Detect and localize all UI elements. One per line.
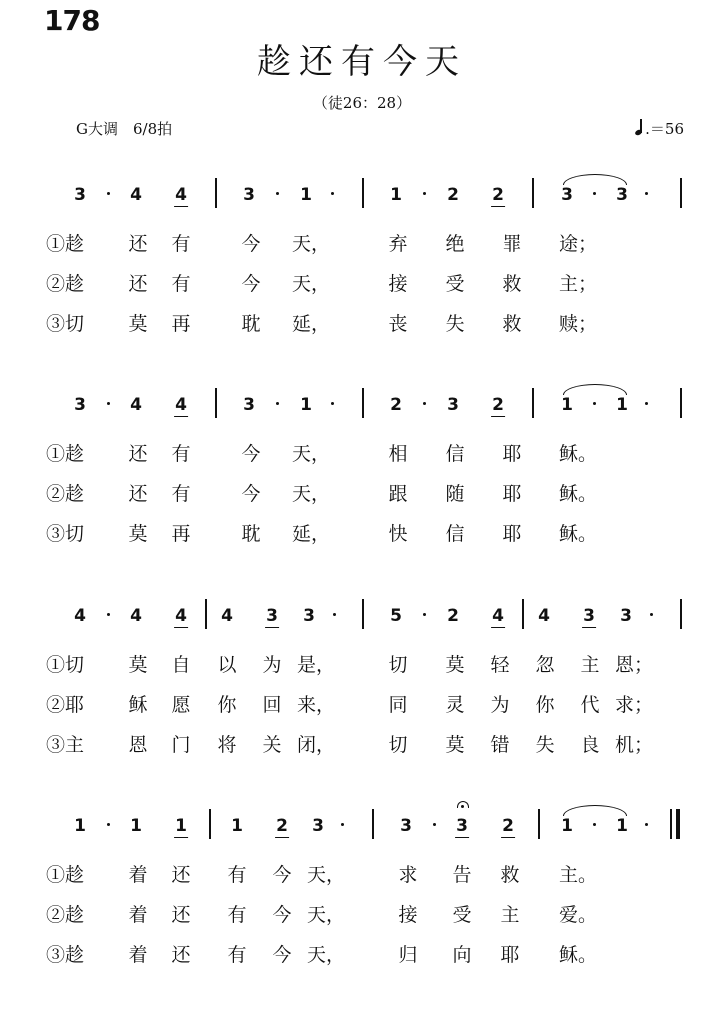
bar-line	[372, 809, 374, 839]
note: 2	[390, 395, 402, 415]
augmentation-dot	[423, 613, 426, 616]
lyric: ③主	[46, 734, 85, 756]
lyric: 耶	[502, 523, 522, 545]
bar-line	[532, 178, 534, 208]
note: 1	[130, 816, 142, 836]
lyric: ②趁	[46, 273, 85, 295]
augmentation-dot	[423, 192, 426, 195]
lyric: 天，	[291, 483, 331, 505]
note: 3	[303, 606, 315, 626]
note: 3	[74, 395, 86, 415]
lyric: 耶	[500, 944, 520, 966]
augmentation-dot	[645, 402, 648, 405]
lyric: ①趁	[46, 864, 85, 886]
lyric: ①趁	[46, 233, 85, 255]
lyric: 今	[241, 483, 261, 505]
note: 4	[130, 606, 142, 626]
lyric: 有	[227, 904, 247, 926]
note: 4	[74, 606, 86, 626]
note: 3	[561, 185, 573, 205]
final-bar-line	[670, 809, 672, 839]
lyric: ②趁	[46, 904, 85, 926]
note: 2	[447, 185, 459, 205]
note-underlined: 4	[175, 606, 187, 626]
lyric: 回	[262, 694, 282, 716]
lyric: 莫	[445, 734, 465, 756]
lyric: 还	[171, 864, 191, 886]
lyric: 还	[128, 483, 148, 505]
melody-line-2	[0, 394, 724, 424]
lyric: ②趁	[46, 483, 85, 505]
note: 5	[390, 606, 402, 626]
note: 1	[561, 816, 573, 836]
lyric: 求；	[614, 694, 654, 716]
lyric: 错	[490, 734, 510, 756]
lyric: 你	[217, 694, 237, 716]
lyric: 受	[445, 273, 465, 295]
lyric: 求	[398, 864, 418, 886]
augmentation-dot	[593, 402, 596, 405]
lyric: 稣。	[558, 944, 598, 966]
note-underlined: 3	[456, 816, 468, 836]
lyric: 同	[388, 694, 408, 716]
lyric: 主。	[558, 864, 598, 886]
lyric: 绝	[445, 233, 465, 255]
lyric: 莫	[128, 654, 148, 676]
note-underlined: 2	[492, 395, 504, 415]
note-underlined: 3	[266, 606, 278, 626]
note-underlined: 2	[492, 185, 504, 205]
lyric: 为	[262, 654, 282, 676]
lyric: 良	[580, 734, 600, 756]
tie-arc	[563, 384, 627, 395]
note: 1	[300, 185, 312, 205]
note: 4	[130, 395, 142, 415]
note: 3	[74, 185, 86, 205]
hymn-number: 178	[44, 4, 100, 37]
lyric: 还	[171, 944, 191, 966]
lyric: 延，	[291, 313, 331, 335]
lyric: 耶	[502, 443, 522, 465]
lyric: 罪	[502, 233, 522, 255]
augmentation-dot	[423, 402, 426, 405]
lyric: 天，	[291, 273, 331, 295]
lyric: 今	[272, 944, 292, 966]
note-underlined: 2	[502, 816, 514, 836]
lyric: 向	[452, 944, 472, 966]
augmentation-dot	[341, 823, 344, 826]
lyric: ①切	[46, 654, 85, 676]
lyric: 延，	[291, 523, 331, 545]
lyric: 天，	[291, 443, 331, 465]
note-underlined: 1	[175, 816, 187, 836]
lyric: 有	[227, 944, 247, 966]
lyric: 关	[262, 734, 282, 756]
tie-arc	[563, 805, 627, 816]
tempo-marking	[635, 118, 684, 139]
lyric: 稣。	[558, 483, 598, 505]
bar-line	[205, 599, 207, 629]
lyric: 相	[388, 443, 408, 465]
note: 1	[616, 816, 628, 836]
note: 1	[231, 816, 243, 836]
lyric: 是，	[296, 654, 336, 676]
augmentation-dot	[433, 823, 436, 826]
final-bar-line-thick	[676, 809, 680, 839]
tempo-value: .＝56	[645, 120, 684, 138]
note-underlined: 3	[583, 606, 595, 626]
lyric: 失	[535, 734, 555, 756]
key-and-meter: G大调 6/8拍	[76, 120, 173, 138]
lyric: 快	[388, 523, 408, 545]
lyric: 再	[171, 313, 191, 335]
note: 3	[620, 606, 632, 626]
lyric: 机；	[614, 734, 654, 756]
lyric: 接	[398, 904, 418, 926]
lyric: 切	[388, 654, 408, 676]
lyric: 赎；	[558, 313, 598, 335]
bar-line	[532, 388, 534, 418]
bar-line	[362, 388, 364, 418]
bar-line	[362, 178, 364, 208]
song-title: 趁还有今天	[257, 42, 467, 82]
lyric: 莫	[445, 654, 465, 676]
lyric: 跟	[388, 483, 408, 505]
lyric: 着	[128, 864, 148, 886]
lyric: 天，	[291, 233, 331, 255]
lyric: 再	[171, 523, 191, 545]
melody-line-4	[0, 815, 724, 845]
lyric: 受	[452, 904, 472, 926]
lyric: 耽	[241, 313, 261, 335]
lyric: 以	[217, 654, 237, 676]
lyric: 归	[398, 944, 418, 966]
lyric: 莫	[128, 313, 148, 335]
augmentation-dot	[645, 823, 648, 826]
lyric: 途；	[558, 233, 598, 255]
augmentation-dot	[107, 823, 110, 826]
lyric: 将	[217, 734, 237, 756]
lyric: 稣。	[558, 523, 598, 545]
lyric: 今	[241, 443, 261, 465]
augmentation-dot	[331, 402, 334, 405]
lyric: 稣	[128, 694, 148, 716]
lyric: 愿	[171, 694, 191, 716]
bar-line	[215, 388, 217, 418]
augmentation-dot	[276, 192, 279, 195]
lyric: 救	[502, 313, 522, 335]
augmentation-dot	[593, 823, 596, 826]
lyric: 今	[272, 904, 292, 926]
lyric: 来，	[296, 694, 336, 716]
lyric: 告	[452, 864, 472, 886]
note: 3	[616, 185, 628, 205]
bar-line	[680, 178, 682, 208]
lyric: 莫	[128, 523, 148, 545]
note: 2	[447, 606, 459, 626]
lyric: ③趁	[46, 944, 85, 966]
lyric: 天，	[306, 904, 346, 926]
augmentation-dot	[276, 402, 279, 405]
tie-arc	[563, 174, 627, 185]
lyric: 随	[445, 483, 465, 505]
bar-line	[362, 599, 364, 629]
lyric: 恩；	[614, 654, 654, 676]
lyric: 有	[171, 443, 191, 465]
note-underlined: 4	[175, 185, 187, 205]
bar-line	[522, 599, 524, 629]
lyric: 有	[227, 864, 247, 886]
lyric: 恩	[128, 734, 148, 756]
lyric: 还	[171, 904, 191, 926]
lyric: 着	[128, 944, 148, 966]
augmentation-dot	[593, 192, 596, 195]
note: 1	[300, 395, 312, 415]
lyric: 失	[445, 313, 465, 335]
lyric: 有	[171, 233, 191, 255]
augmentation-dot	[650, 613, 653, 616]
lyric: 信	[445, 523, 465, 545]
note: 1	[616, 395, 628, 415]
lyric: 稣。	[558, 443, 598, 465]
lyric: 切	[388, 734, 408, 756]
lyric: 轻	[490, 654, 510, 676]
lyric: 自	[171, 654, 191, 676]
lyric: 为	[490, 694, 510, 716]
note: 3	[400, 816, 412, 836]
lyric: ③切	[46, 313, 85, 335]
lyric: 弃	[388, 233, 408, 255]
lyric: 今	[241, 233, 261, 255]
melody-line-3	[0, 605, 724, 635]
lyric: 耽	[241, 523, 261, 545]
note-underlined: 4	[175, 395, 187, 415]
lyric: 今	[272, 864, 292, 886]
scripture-reference: （徒26：28）	[312, 94, 412, 112]
bar-line	[209, 809, 211, 839]
lyric: 灵	[445, 694, 465, 716]
note-underlined: 2	[276, 816, 288, 836]
lyric: ①趁	[46, 443, 85, 465]
lyric: 门	[171, 734, 191, 756]
augmentation-dot	[645, 192, 648, 195]
bar-line	[680, 388, 682, 418]
note: 1	[74, 816, 86, 836]
lyric: 救	[502, 273, 522, 295]
note: 3	[243, 185, 255, 205]
lyric: 耶	[502, 483, 522, 505]
lyric: 主；	[558, 273, 598, 295]
note: 4	[538, 606, 550, 626]
lyric: 信	[445, 443, 465, 465]
augmentation-dot	[107, 402, 110, 405]
dotted-quarter-note-icon	[635, 119, 645, 137]
lyric: 你	[535, 694, 555, 716]
lyric: ③切	[46, 523, 85, 545]
lyric: 接	[388, 273, 408, 295]
note: 3	[312, 816, 324, 836]
lyric: 天，	[306, 944, 346, 966]
lyric: 忽	[535, 654, 555, 676]
note: 4	[221, 606, 233, 626]
augmentation-dot	[107, 613, 110, 616]
bar-line	[215, 178, 217, 208]
note: 1	[561, 395, 573, 415]
lyric: 闭，	[296, 734, 336, 756]
augmentation-dot	[331, 192, 334, 195]
melody-line-1	[0, 184, 724, 214]
lyric: 有	[171, 483, 191, 505]
fermata-icon	[457, 801, 469, 808]
lyric: 天，	[306, 864, 346, 886]
lyric: 还	[128, 443, 148, 465]
lyric: 还	[128, 273, 148, 295]
note: 1	[390, 185, 402, 205]
lyric: ②耶	[46, 694, 85, 716]
lyric: 还	[128, 233, 148, 255]
lyric: 爱。	[558, 904, 598, 926]
lyric: 主	[500, 904, 520, 926]
augmentation-dot	[333, 613, 336, 616]
bar-line	[680, 599, 682, 629]
lyric: 主	[580, 654, 600, 676]
bar-line	[538, 809, 540, 839]
lyric: 丧	[388, 313, 408, 335]
note: 4	[130, 185, 142, 205]
lyric: 救	[500, 864, 520, 886]
lyric: 今	[241, 273, 261, 295]
note: 3	[447, 395, 459, 415]
lyric: 着	[128, 904, 148, 926]
augmentation-dot	[107, 192, 110, 195]
note: 3	[243, 395, 255, 415]
note-underlined: 4	[492, 606, 504, 626]
lyric: 有	[171, 273, 191, 295]
lyric: 代	[580, 694, 600, 716]
